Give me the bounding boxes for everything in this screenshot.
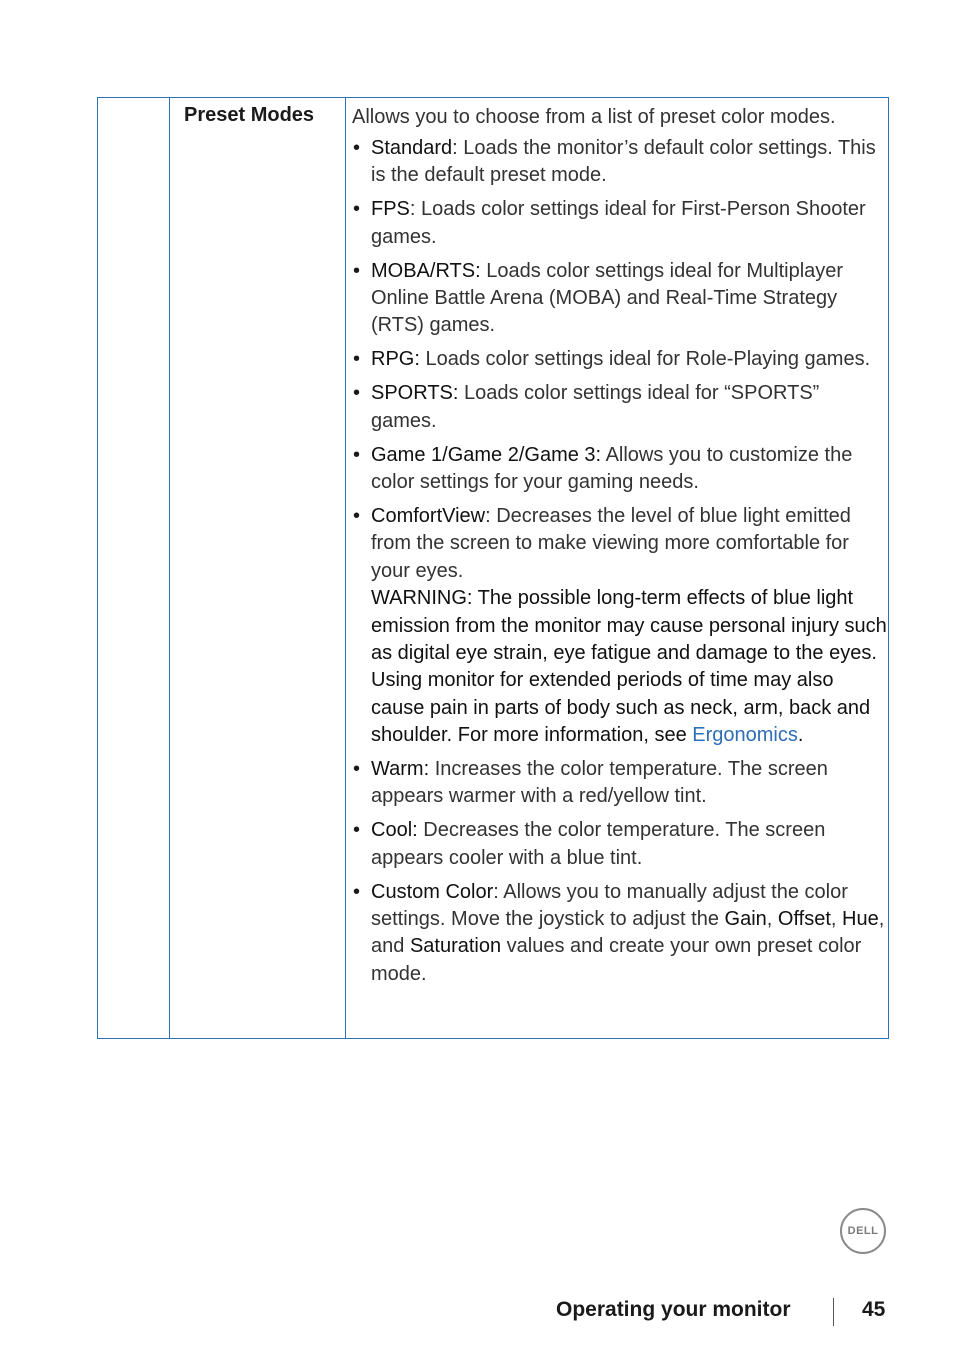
list-item-cool: • Cool: Decreases the color temperature. The screen appears cooler with a blue tint. xyxy=(352,817,887,872)
list-item: • SPORTS: Loads color settings ideal for “SPORTS” games. xyxy=(352,380,887,435)
list-item: • Game 1/Game 2/Game 3: Allows you to customize the color settings for your gaming needs. xyxy=(352,442,887,497)
table-name-cell xyxy=(169,98,346,1038)
setting-name: Preset Modes xyxy=(184,104,315,126)
table-empty-cell xyxy=(98,98,170,1038)
table-description-cell xyxy=(346,98,888,1038)
ergonomics-link[interactable]: Ergonomics xyxy=(692,724,798,747)
preset-modes-table xyxy=(97,97,889,1039)
list-item-warm: • Warm: Increases the color temperature. The screen appears warmer with a red/yellow tint. xyxy=(352,756,887,811)
list-item: • RPG: Loads color settings ideal for Role-Playing games. xyxy=(352,346,887,373)
preset-list xyxy=(352,135,887,995)
page-number: 45 xyxy=(862,1298,886,1321)
list-item-custom-color: • Custom Color: Allows you to manually adjust the color settings. Move the joystick to adjust the Gain, Offset, Hue, and Saturation values and create your own preset color mode. xyxy=(352,879,887,989)
list-item: • MOBA/RTS: Loads color settings ideal for Multiplayer Online Battle Arena (MOBA) and Real-Time Strategy (RTS) games. xyxy=(352,258,887,340)
intro-text: Allows you to choose from a list of preset color modes. xyxy=(352,106,836,128)
dell-logo-icon: DELL xyxy=(840,1208,886,1254)
list-item: • FPS: Loads color settings ideal for First-Person Shooter games. xyxy=(352,196,887,251)
warning-text: WARNING: The possible long-term effects of blue light emission from the monitor may cause personal injury such as digital eye strain, eye fatigue and damage to the eyes. Using monitor for extended periods of time may also cause pain in parts of body such as neck, arm, back and shoulder. For more information, see xyxy=(371,587,887,747)
footer-divider xyxy=(833,1298,834,1326)
list-item-comfortview: • ComfortView: Decreases the level of blue light emitted from the screen to make viewing more comfortable for your eyes. WARNING: The possible long-term effects of blue light emission from the monitor may cause personal injury such as digital eye strain, eye fatigue and damage to the eyes. Using monitor for extended periods of time may also cause pain in parts of body such as neck, arm, back and shoulder. For more information, see Ergonomics. xyxy=(352,503,887,750)
footer-section-title: Operating your monitor xyxy=(556,1298,791,1321)
list-item: • Standard: Loads the monitor’s default color settings. This is the default preset mode. xyxy=(352,135,887,190)
